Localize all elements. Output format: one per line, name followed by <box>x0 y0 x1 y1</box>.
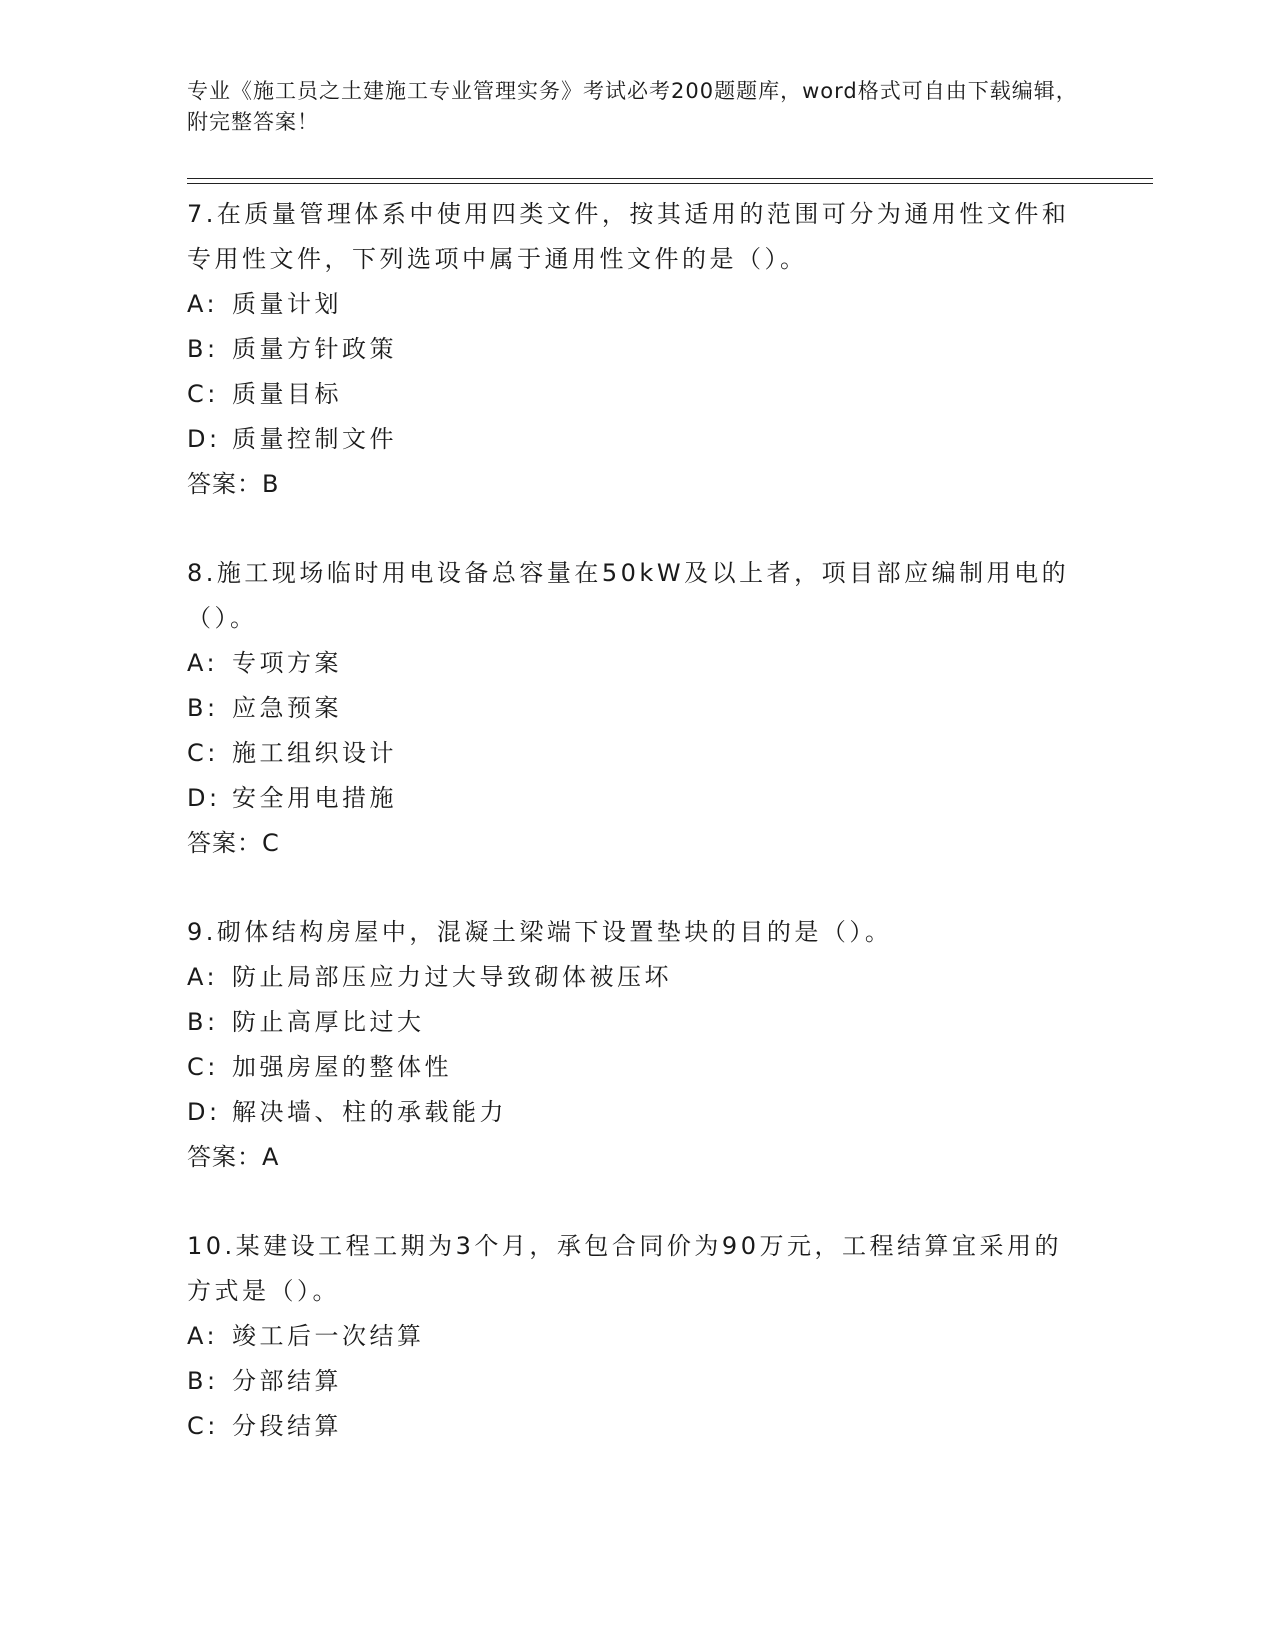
option-text: 竣工后一次结算 <box>232 1322 425 1350</box>
option-c <box>187 1404 1087 1449</box>
question-text: 9.砌体结构房屋中，混凝土梁端下设置垫块的目的是（）。 <box>187 918 893 946</box>
option-d <box>187 776 1087 821</box>
option-letter: D: <box>187 1098 221 1126</box>
option-text: 安全用电措施 <box>232 784 397 812</box>
option-text: 专项方案 <box>232 649 342 677</box>
option-c <box>187 372 1087 417</box>
option-b <box>187 327 1087 372</box>
option-text: 解决墙、柱的承载能力 <box>232 1098 507 1126</box>
option-text: 防止局部压应力过大导致砌体被压坏 <box>232 963 672 991</box>
option-letter: A: <box>187 290 219 318</box>
option-c <box>187 731 1087 776</box>
option-b <box>187 1000 1087 1045</box>
option-letter: C: <box>187 380 219 408</box>
question-9 <box>187 910 1087 1180</box>
option-letter: B: <box>187 1367 219 1395</box>
option-a <box>187 282 1087 327</box>
option-letter: C: <box>187 1412 219 1440</box>
option-b <box>187 1359 1087 1404</box>
question-text: 8.施工现场临时用电设备总容量在50kW及以上者，项目部应编制用电的（）。 <box>187 559 1070 632</box>
option-text: 应急预案 <box>232 694 342 722</box>
header-divider-top <box>187 178 1153 179</box>
option-letter: B: <box>187 335 219 363</box>
question-8 <box>187 551 1087 866</box>
option-text: 分段结算 <box>232 1412 342 1440</box>
option-text: 质量方针政策 <box>232 335 397 363</box>
option-text: 质量计划 <box>232 290 342 318</box>
header-divider-bottom <box>187 183 1153 184</box>
option-d <box>187 1090 1087 1135</box>
answer-line: 答案：A <box>187 1143 280 1171</box>
question-10 <box>187 1224 1087 1449</box>
option-a <box>187 641 1087 686</box>
option-text: 质量控制文件 <box>232 425 397 453</box>
option-a <box>187 1314 1087 1359</box>
option-text: 质量目标 <box>232 380 342 408</box>
question-text: 7.在质量管理体系中使用四类文件，按其适用的范围可分为通用性文件和专用性文件，下列选项中属于通用性文件的是（）。 <box>187 200 1070 273</box>
option-b <box>187 686 1087 731</box>
option-letter: D: <box>187 784 221 812</box>
answer-line: 答案：B <box>187 470 280 498</box>
option-text: 加强房屋的整体性 <box>232 1053 452 1081</box>
option-text: 防止高厚比过大 <box>232 1008 425 1036</box>
answer-line: 答案：C <box>187 829 280 857</box>
option-letter: A: <box>187 649 219 677</box>
option-letter: C: <box>187 1053 219 1081</box>
option-letter: A: <box>187 963 219 991</box>
option-letter: D: <box>187 425 221 453</box>
option-d <box>187 417 1087 462</box>
option-letter: A: <box>187 1322 219 1350</box>
option-c <box>187 1045 1087 1090</box>
document-header: 专业《施工员之土建施工专业管理实务》考试必考200题题库，word格式可自由下载编辑，附完整答案！ <box>187 79 1078 134</box>
question-text: 10.某建设工程工期为3个月，承包合同价为90万元，工程结算宜采用的方式是（）。 <box>187 1232 1062 1305</box>
option-text: 分部结算 <box>232 1367 342 1395</box>
option-letter: C: <box>187 739 219 767</box>
option-letter: B: <box>187 1008 219 1036</box>
option-a <box>187 955 1087 1000</box>
option-letter: B: <box>187 694 219 722</box>
option-text: 施工组织设计 <box>232 739 397 767</box>
question-list <box>187 192 1087 1493</box>
question-7 <box>187 192 1087 507</box>
